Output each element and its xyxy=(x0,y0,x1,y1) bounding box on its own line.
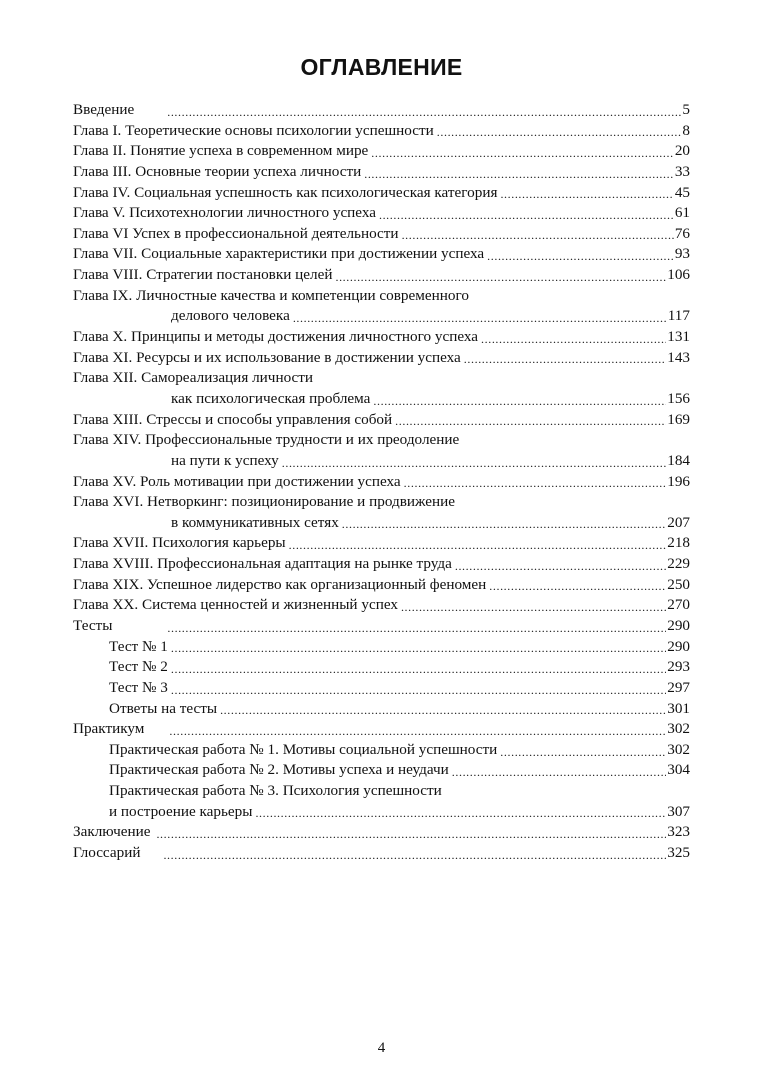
toc-label: Глава III. Основные теории успеха личности xyxy=(73,162,362,180)
toc-entry-chapter-14-line1 xyxy=(73,430,690,451)
toc-leader xyxy=(489,577,666,595)
toc-entry-chapter-15 xyxy=(73,472,690,493)
toc-page: 61 xyxy=(674,204,690,222)
toc-leader xyxy=(402,226,674,244)
toc-entry-chapter-9-line2 xyxy=(73,306,690,327)
toc-label-continuation: как психологическая проблема xyxy=(171,389,371,407)
toc-leader xyxy=(220,701,666,719)
toc-leader xyxy=(487,247,674,265)
toc-entry-chapter-12-line1 xyxy=(73,368,690,389)
toc-entry-tests xyxy=(73,616,690,637)
toc-label-continuation: делового человека xyxy=(171,307,290,325)
toc-label: Глава XVII. Психология карьеры xyxy=(73,534,286,552)
toc-label-continuation: в коммуникативных сетях xyxy=(171,513,339,531)
toc-leader xyxy=(464,350,666,368)
toc-page: 297 xyxy=(667,678,690,696)
toc-entry-chapter-11 xyxy=(73,348,690,369)
toc-page: 106 xyxy=(667,266,690,284)
toc-leader xyxy=(293,309,667,327)
toc-entry-chapter-8 xyxy=(73,265,690,286)
toc-label: Глава XIX. Успешное лидерство как организационный феномен xyxy=(73,575,487,593)
toc-leader xyxy=(500,185,673,203)
toc-entry-chapter-14-line2 xyxy=(73,451,690,472)
toc-label: Глава I. Теоретические основы психологии успешности xyxy=(73,121,434,139)
toc-entry-test-2 xyxy=(73,657,690,678)
toc-page: 250 xyxy=(667,575,690,593)
toc-leader xyxy=(171,660,666,678)
toc-label: Глава VI Успех в профессиональной деятельности xyxy=(73,224,399,242)
toc-label-continuation: и построение карьеры xyxy=(109,802,253,820)
toc-label: Глава XIV. Профессиональные трудности и их преодоление xyxy=(73,431,460,449)
toc-label: Заключение xyxy=(73,823,151,841)
toc-label: Глава XII. Самореализация личности xyxy=(73,369,314,387)
toc-label: Ответы на тесты xyxy=(109,699,218,717)
toc-leader xyxy=(167,619,666,637)
toc-entry-chapter-7 xyxy=(73,244,690,265)
toc-entry-chapter-19 xyxy=(73,575,690,596)
toc-entry-intro xyxy=(73,100,690,121)
toc-label: Практикум xyxy=(73,720,145,738)
toc-page: 301 xyxy=(667,699,690,717)
toc-page: 131 xyxy=(667,328,690,346)
toc-label: Тест № 3 xyxy=(109,678,168,696)
toc-page: 8 xyxy=(682,121,690,139)
page-number: 4 xyxy=(377,1040,386,1056)
toc-label: Тесты xyxy=(73,617,113,634)
toc-label: Глава V. Психотехнологии личностного успеха xyxy=(73,204,376,222)
toc-label: Глава XX. Система ценностей и жизненный успех xyxy=(73,596,398,614)
toc-leader xyxy=(452,763,666,781)
toc-leader xyxy=(171,639,666,657)
toc-entry-chapter-3 xyxy=(73,162,690,183)
toc-entry-chapter-5 xyxy=(73,203,690,224)
toc-page: 323 xyxy=(667,823,690,841)
toc-leader xyxy=(373,392,666,410)
toc-label: Глава XVI. Нетворкинг: позиционирование и продвижение xyxy=(73,493,456,511)
table-of-contents xyxy=(73,100,690,864)
toc-page: 117 xyxy=(667,307,690,325)
toc-page: 143 xyxy=(667,348,690,366)
toc-label: Глава IV. Социальная успешность как психологическая категория xyxy=(73,183,498,201)
toc-entry-chapter-17 xyxy=(73,533,690,554)
toc-entry-practical-work-3-line2 xyxy=(73,802,690,823)
toc-label: Тест № 2 xyxy=(109,658,168,676)
toc-page: 76 xyxy=(674,224,690,242)
toc-leader xyxy=(335,268,666,286)
toc-page: 218 xyxy=(667,534,690,552)
toc-page: 302 xyxy=(667,740,690,758)
toc-entry-chapter-12-line2 xyxy=(73,389,690,410)
toc-leader xyxy=(437,123,682,141)
toc-entry-chapter-16-line2 xyxy=(73,513,690,534)
toc-entry-chapter-4 xyxy=(73,183,690,204)
toc-page: 207 xyxy=(667,513,690,531)
toc-leader xyxy=(342,515,666,533)
toc-page: 45 xyxy=(674,183,690,201)
toc-page: 184 xyxy=(667,451,690,469)
toc-page: 304 xyxy=(667,761,690,779)
toc-label: Глава XIII. Стрессы и способы управления собой xyxy=(73,410,393,428)
toc-leader xyxy=(169,722,666,740)
toc-page: 196 xyxy=(667,472,690,490)
toc-leader xyxy=(171,681,666,699)
toc-entry-chapter-18 xyxy=(73,554,690,575)
toc-entry-practical-work-1 xyxy=(73,740,690,761)
toc-page: 156 xyxy=(667,389,690,407)
toc-label: Глава VIII. Стратегии постановки целей xyxy=(73,266,333,284)
toc-entry-chapter-2 xyxy=(73,141,690,162)
toc-entry-test-answers xyxy=(73,699,690,720)
toc-leader xyxy=(289,536,667,554)
toc-entry-test-3 xyxy=(73,678,690,699)
toc-leader xyxy=(282,454,666,472)
toc-page: 302 xyxy=(667,720,690,738)
toc-label: Глоссарий xyxy=(73,844,141,862)
toc-leader xyxy=(371,144,674,162)
toc-entry-chapter-9-line1 xyxy=(73,286,690,307)
toc-entry-chapter-1 xyxy=(73,121,690,142)
toc-label-continuation: на пути к успеху xyxy=(171,451,279,469)
toc-label: Практическая работа № 1. Мотивы социальной успешности xyxy=(109,740,498,758)
toc-leader xyxy=(163,846,666,864)
toc-entry-chapter-16-line1 xyxy=(73,492,690,513)
toc-leader xyxy=(167,103,681,121)
toc-label: Практическая работа № 2. Мотивы успеха и неудачи xyxy=(109,761,449,779)
toc-leader xyxy=(481,330,666,348)
toc-entry-glossary xyxy=(73,843,690,864)
toc-page: 229 xyxy=(667,555,690,573)
toc-leader xyxy=(379,206,674,224)
toc-page: 290 xyxy=(667,637,690,655)
toc-label: Глава X. Принципы и методы достижения личностного успеха xyxy=(73,328,479,346)
toc-entry-chapter-10 xyxy=(73,327,690,348)
toc-leader xyxy=(364,165,674,183)
toc-page: 33 xyxy=(674,162,690,180)
toc-entry-chapter-20 xyxy=(73,595,690,616)
toc-leader xyxy=(156,825,666,843)
toc-leader xyxy=(401,598,666,616)
toc-page: 307 xyxy=(667,802,690,820)
toc-label: Глава XVIII. Профессиональная адаптация на рынке труда xyxy=(73,555,452,573)
toc-label: Практическая работа № 3. Психология успешности xyxy=(109,782,442,800)
toc-page: 93 xyxy=(674,245,690,263)
toc-label: Глава II. Понятие успеха в современном мире xyxy=(73,142,369,160)
toc-page: 169 xyxy=(667,410,690,428)
toc-label: Введение xyxy=(73,100,135,118)
toc-leader xyxy=(255,804,666,822)
toc-leader xyxy=(500,743,666,761)
toc-entry-chapter-6 xyxy=(73,224,690,245)
toc-leader xyxy=(455,557,666,575)
toc-page: 290 xyxy=(667,617,690,634)
toc-entry-practical-work-3-line1 xyxy=(73,781,690,802)
toc-label: Глава IX. Личностные качества и компетенции современного xyxy=(73,286,469,304)
toc-entry-practical-work-2 xyxy=(73,761,690,782)
toc-entry-test-1 xyxy=(73,637,690,658)
toc-leader xyxy=(395,412,666,430)
toc-page: 5 xyxy=(682,100,690,118)
toc-leader xyxy=(404,474,667,492)
toc-entry-chapter-13 xyxy=(73,410,690,431)
toc-label: Глава XV. Роль мотивации при достижении успеха xyxy=(73,472,401,490)
toc-entry-conclusion xyxy=(73,822,690,843)
toc-label: Глава XI. Ресурсы и их использование в достижении успеха xyxy=(73,348,461,366)
toc-page: 20 xyxy=(674,142,690,160)
toc-page: 270 xyxy=(667,596,690,614)
toc-page: 325 xyxy=(667,844,690,862)
toc-label: Глава VII. Социальные характеристики при достижении успеха xyxy=(73,245,485,263)
toc-page: 293 xyxy=(667,658,690,676)
page-title: ОГЛАВЛЕНИЕ xyxy=(300,54,463,80)
toc-label: Тест № 1 xyxy=(109,637,168,655)
toc-entry-practicum xyxy=(73,719,690,740)
